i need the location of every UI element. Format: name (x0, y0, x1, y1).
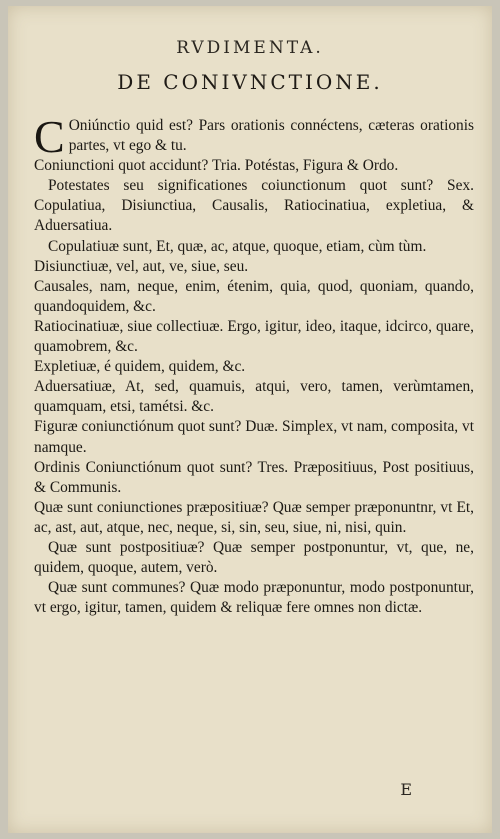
paragraph-postpositiuae: Quæ sunt postpositiuæ? Quæ semper postponuntur, vt, que, ne, quidem, quoque, autem, verò. (34, 538, 474, 577)
paragraph-praepositiuae: Quæ sunt coniunctiones præpositiuæ? Quæ semper præponuntnr, vt Et, ac, ast, aut, atque, nec, neque, si, sin, seu, siue, ni, nisi, quin. (34, 498, 474, 536)
section-title: DE CONIVNCTIONE. (117, 70, 383, 94)
paragraph-ratiocinatiuae: Ratiocinatiuæ, siue collectiuæ. Ergo, igitur, ideo, itaque, idcirco, quare, quamobrem, &c. (34, 317, 474, 356)
paragraph-figurae: Figuræ coniunctiónum quot sunt? Duæ. Simplex, vt nam, composita, vt namque. (34, 418, 474, 456)
paragraph-communes: Quæ sunt communes? Quæ modo præponuntur, modo postponuntur, vt ergo, igitur, tamen, quidem & reliquæ fere omnes non dictæ. (34, 579, 474, 617)
paragraph-causales: Causales, nam, neque, enim, étenim, quia, quod, quoniam, quando, quandoquidem, &c. (34, 277, 474, 315)
paragraph-copulatiuae: Copulatiuæ sunt, Et, quæ, ac, atque, quoque, etiam, cùm tùm. (48, 237, 427, 255)
paragraph-definition (34, 111, 474, 162)
paragraph-accidents: Coniunctioni quot accidunt? Tria. Potéstas, Figura & Ordo. (34, 157, 399, 175)
paragraph-definition-text: Oniúnctio quid est? Pars orationis connéctens, cæteras orationis partes, vt ego & tu. (68, 117, 474, 155)
paragraph-potestates: Potestates seu significationes coiunctionum quot sunt? Sex. Copulatiua, Disiunctiua, Causalis, Ratiocinatiua, expletiua, & Aduersatiua. (34, 177, 474, 235)
paragraph-disiunctiuae: Disiunctiuæ, vel, aut, ve, siue, seu. (34, 257, 249, 275)
paragraph-aduersatiuae: Aduersatiuæ, At, sed, quamuis, atqui, vero, tamen, verùmtamen, quamquam, etsi, tamétsi. &c. (34, 378, 474, 416)
book-page (8, 6, 492, 833)
body-text (34, 111, 474, 618)
paragraph-ordinis: Ordinis Coniunctiónum quot sunt? Tres. Præpositiuus, Post positiuus, & Communis. (34, 458, 474, 496)
drop-cap: C (34, 111, 65, 162)
catchword: E (400, 780, 412, 799)
running-head: RVDIMENTA. (176, 38, 324, 58)
paragraph-expletiuae: Expletiuæ, é quidem, quidem, &c. (34, 358, 246, 376)
